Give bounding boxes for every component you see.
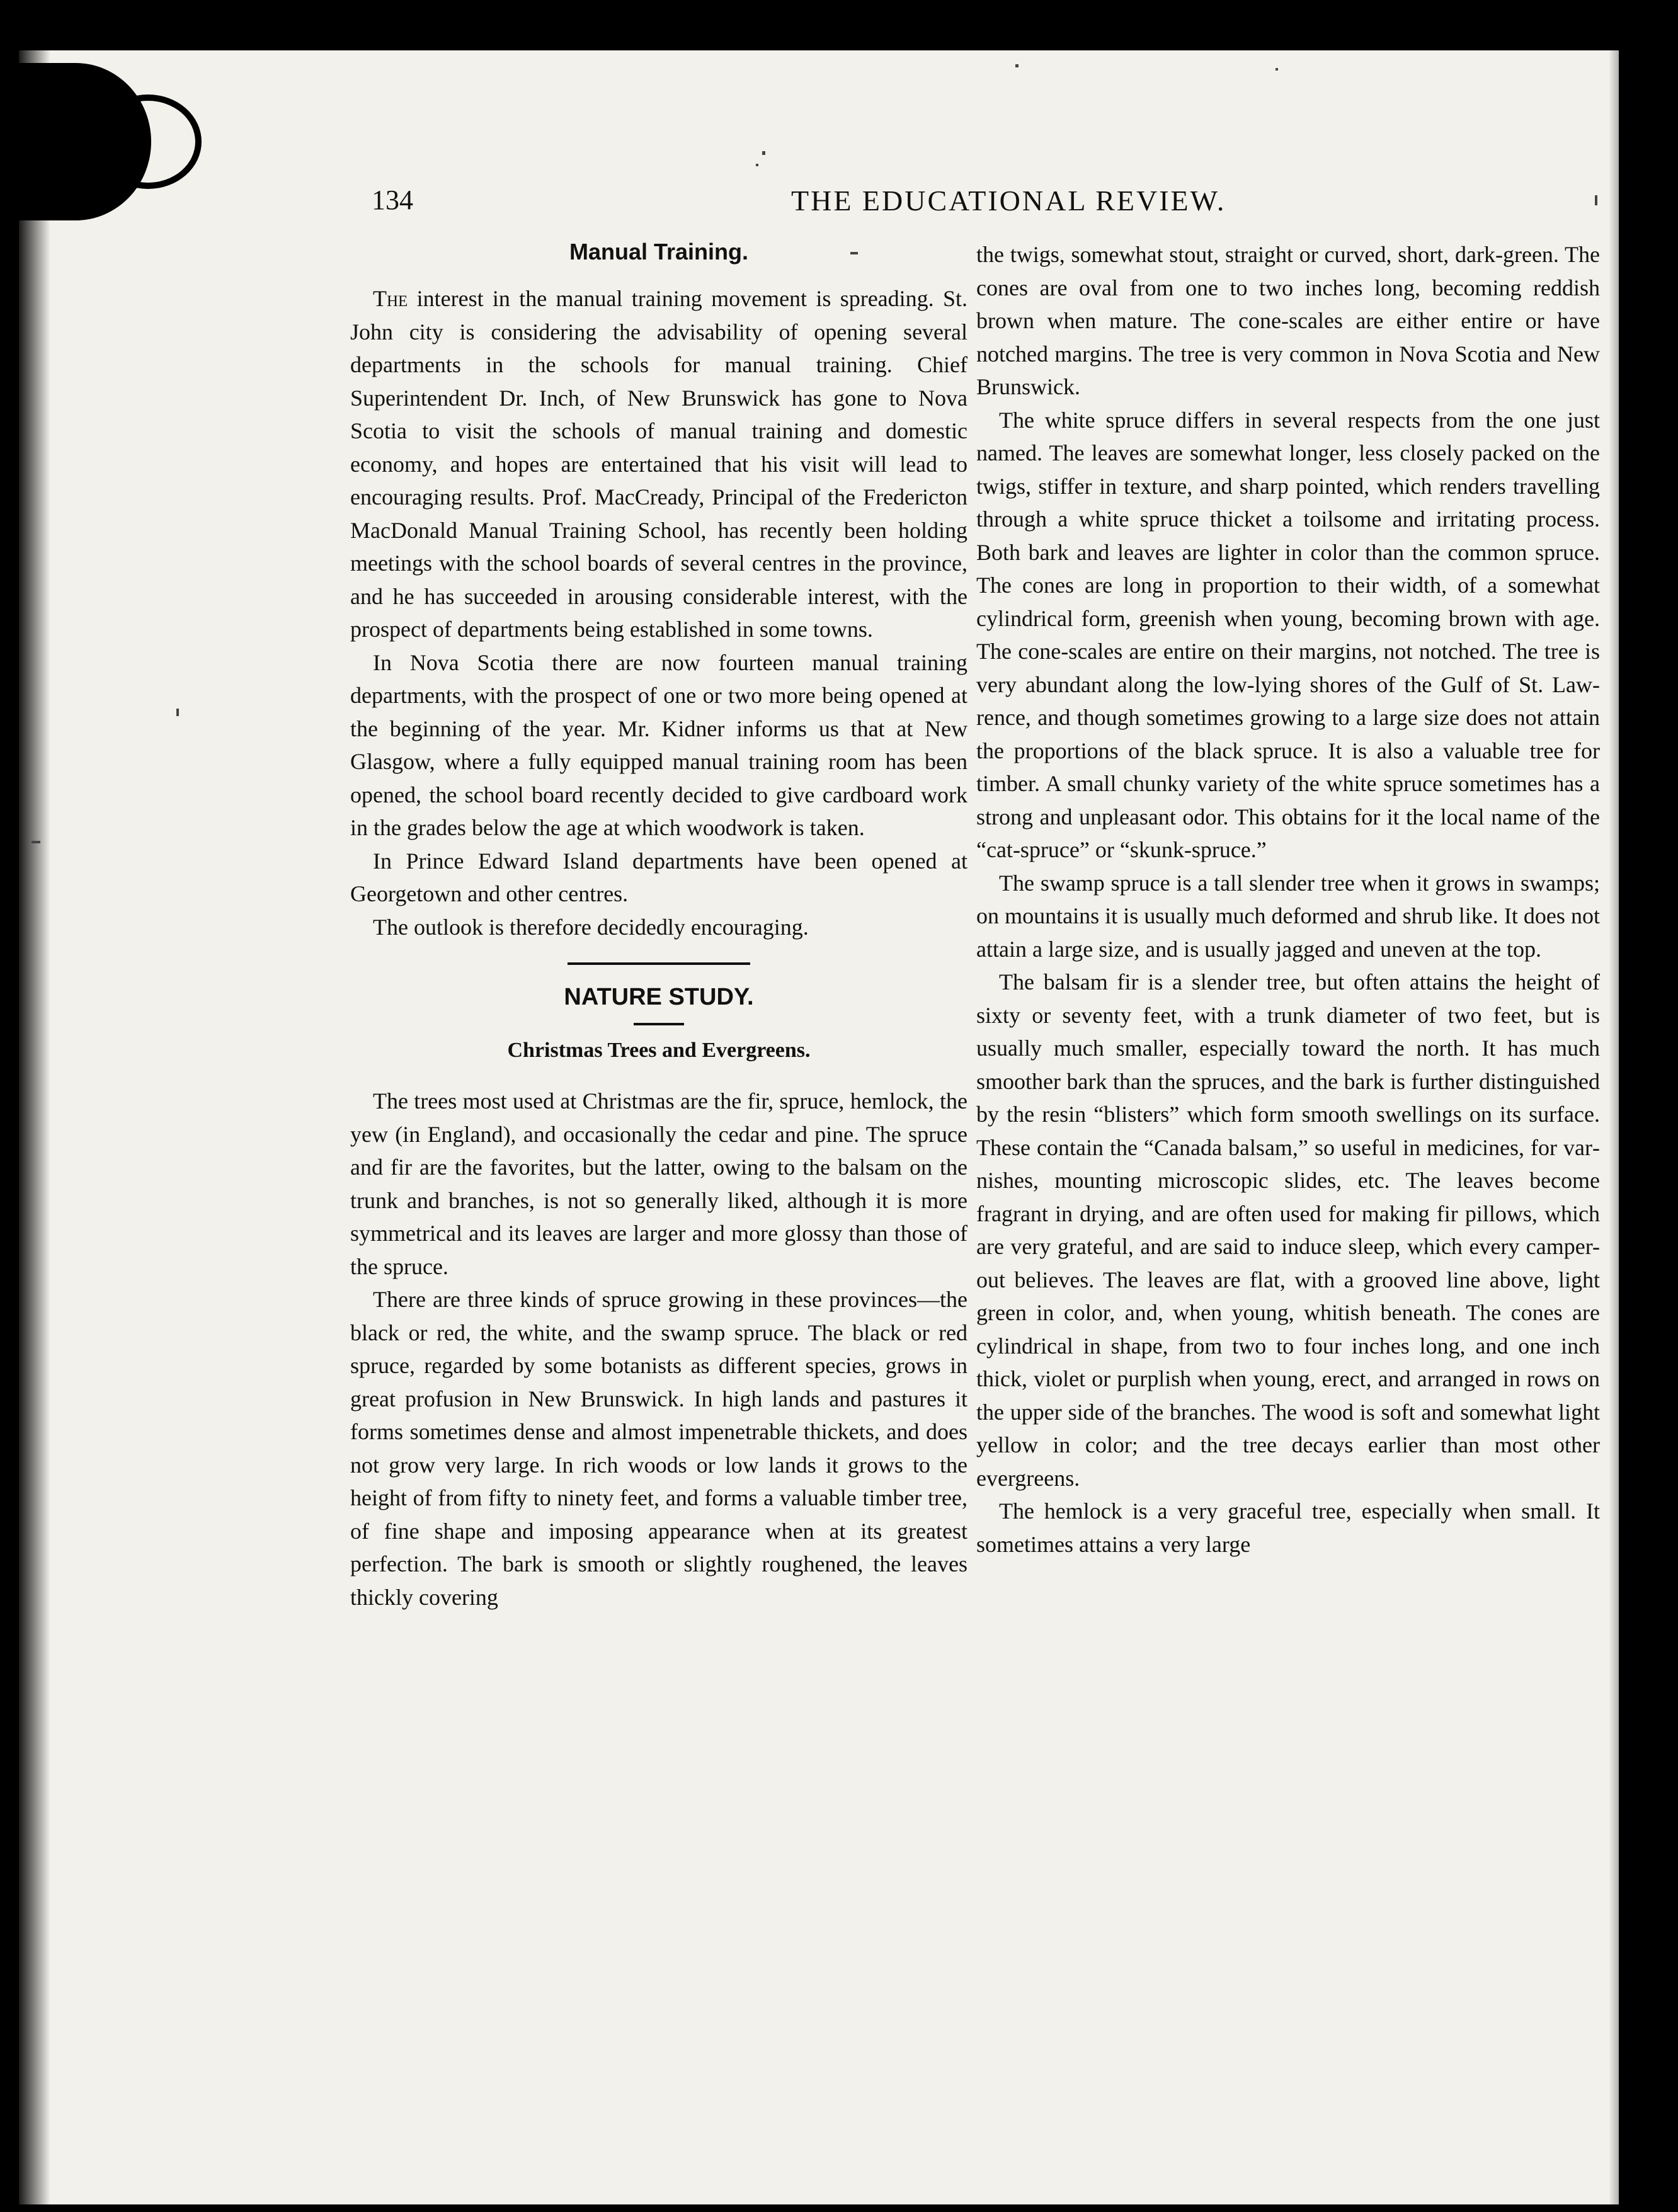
paragraph: The white spruce differs in several respects from the one just named. The leaves are somewhat longer, less closely packed on the twigs, stiffer in texture, and sharp pointed, which renders travelling through a white spruce thicket a toilsome and irritating process. Both bark and leaves are lighter in color than the common spruce. The cones are long in proportion to their width, of a somewhat cylindrical form, greenish when young, becoming brown with age. The cone-scales are entire on their margins, not notched. The tree is very abundant along the low-lying shores of the Gulf of St. Lawrence, and though sometimes growing to a large size does not attain the proportions of the black spruce. It is also a valuable tree for timber. A small chunky variety of the white spruce sometimes has a strong and unpleasant odor. This obtains for it the local name of the “cat-spruce” or “skunk-spruce.” xyxy=(976,407,1600,862)
left-column xyxy=(350,238,967,1614)
page-edge-shadow xyxy=(1609,0,1678,2212)
paragraph: In Nova Scotia there are now fourteen manual training departments, with the prospect of one or two more being opened at the beginning of the year. Mr. Kidner informs us that at New Glasgow, where a fully equipped manual training room has been opened, the school board recently decided to give cardboard work in the grades below the age at which woodwork is taken. xyxy=(350,649,967,840)
scan-speck xyxy=(762,151,765,155)
paragraph: The hemlock is a very graceful tree, especially when small. It sometimes attains a very large xyxy=(976,1498,1600,1557)
drop-word: The xyxy=(373,286,408,311)
binding-shadow xyxy=(0,0,50,2212)
paragraph xyxy=(350,282,967,646)
section-divider xyxy=(568,962,750,965)
scan-speck xyxy=(176,709,179,716)
journal-title: THE EDUCATIONAL REVIEW. xyxy=(791,185,1226,217)
page-header xyxy=(372,181,1606,225)
heading-divider xyxy=(634,1023,684,1025)
paragraph: The balsam fir is a slender tree, but often attains the height of sixty or seventy feet, with a trunk diameter of two feet, but is usually much smaller, especially toward the north. It has much smoother bark than the spruces, and the bark is further distinguished by the resin “blisters” which form smooth swellings on its surface. These contain the “Canada balsam,” so useful in medicines, for varnishes, mounting microscopic slides, etc. The leaves become fragrant in drying, and are often used for making fir pillows, which are very grateful, and are said to induce sleep, which every camper-out believes. The leaves are flat, with a grooved line above, light green in color, and, when young, whitish beneath. The cones are cylindrical in shape, from two to four inches long, and one inch thick, violet or purplish when young, erect, and arranged in rows on the upper side of the branches. The wood is soft and somewhat light yellow in color; and the tree decays earlier than most other evergreens. xyxy=(976,969,1600,1491)
page-number: 134 xyxy=(372,185,413,215)
paragraph: The outlook is therefore decidedly encouraging. xyxy=(373,914,809,940)
scan-speck xyxy=(1276,68,1278,71)
paragraph-text: interest in the manual training movement is spreading. St. John city is considering the advisability of opening several departments in the schools for manual training. Chief Superintendent Dr. Inch, of New Brunswick has gone to Nova Scotia to visit the schools of manual training and domestic economy, and hopes are entertained that his visit will lead to encouraging results. Prof. MacCready, Principal of the Fredericton MacDonald Manual Training School, has recently been holding meetings with the school boards of several centres in the province, and he has succeeded in arousing considerable interest, with the prospect of departments being established in some towns. xyxy=(350,286,967,642)
paragraph: In Prince Edward Island departments have been opened at Georgetown and other centres. xyxy=(350,848,967,906)
right-column xyxy=(976,238,1600,1561)
paragraph-continued: the twigs, somewhat stout, straight or curved, short, dark-green. The cones are oval from one to two inches long, becoming reddish brown when mature. The cone-scales are either entire or have notched margins. The tree is very common in Nova Scotia and New Brunswick. xyxy=(976,242,1600,399)
scan-speck xyxy=(756,164,758,166)
paragraph: The swamp spruce is a tall slender tree when it grows in swamps; on mountains it is usually much deformed and shrub like. It does not attain a large size, and is usually jagged and uneven at the top. xyxy=(976,870,1600,962)
section-heading-manual-training: Manual Training. xyxy=(569,239,749,265)
paragraph: There are three kinds of spruce growing in these provinces—the black or red, the white, and the swamp spruce. The black or red spruce, regarded by some botanists as different species, grows in great profusion in New Brunswick. In high lands and pastures it forms sometimes dense and almost impenetrable thickets, and does not grow very large. In rich woods or low lands it grows to the height of from fifty to ninety feet, and forms a valuable timber tree, of fine shape and imposing appearance when at its greatest perfection. The bark is smooth or slightly roughened, the leaves thickly covering xyxy=(350,1287,967,1610)
paragraph: The trees most used at Christmas are the fir, spruce, hemlock, the yew (in England), and occasionally the cedar and pine. The spruce and fir are the favorites, but the latter, owing to the balsam on the trunk and branches, is not so generally liked, although it is more symmetrical and its leaves are larger and more glossy than those of the spruce. xyxy=(350,1088,967,1279)
section-heading-nature-study: NATURE STUDY. xyxy=(564,984,754,1010)
scan-speck xyxy=(1015,64,1019,67)
scan-speck xyxy=(31,841,40,843)
article-subheading: Christmas Trees and Evergreens. xyxy=(507,1039,811,1062)
binder-ring-icon xyxy=(94,94,202,189)
